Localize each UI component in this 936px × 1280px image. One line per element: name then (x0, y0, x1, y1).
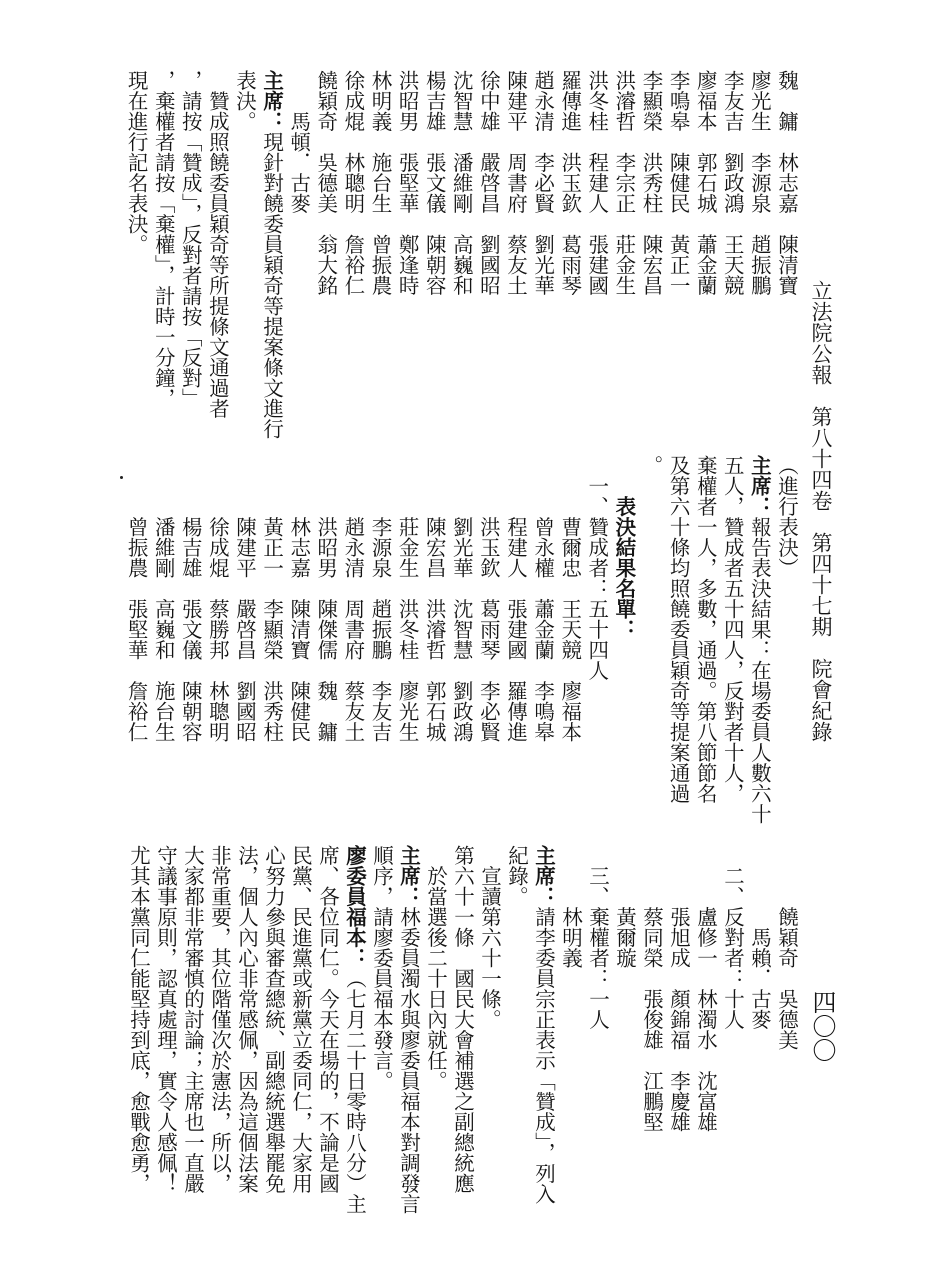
yes-names-line: 曹爾忠 王天競 廖福本 (557, 455, 582, 742)
yes-names-line: 程建人 張建國 羅傳進 (503, 455, 528, 742)
scan-speck (120, 476, 123, 479)
member-line: 洪昭男 張堅華 鄭逢時 (395, 70, 420, 296)
bottom-line: 張旭成 顏錦福 李慶雄 (666, 845, 691, 1132)
member-line: 林明義 施台生 曾振農 (368, 70, 392, 296)
yes-names-line: 洪玉欽 葛雨琴 李必賢 (476, 455, 501, 742)
page-number: 四〇〇 (808, 990, 836, 1062)
member-line: 楊吉雄 張文儀 陳朝容 (422, 70, 447, 296)
journal-header: 立法院公報 第八十四卷 第四十七期 院會紀錄 (809, 280, 833, 742)
chair-text: 報告表決結果：在場委員人數六十 (747, 516, 772, 824)
speech-line: 尤其本黨同仁能堅持到底，愈戰愈勇， (126, 845, 151, 1194)
procedure-line: 贊成照饒委員穎奇等所提條文通過者 (205, 70, 230, 419)
member-line: 沈智慧 潘維剛 高巍和 (449, 70, 474, 296)
yes-names-line: 李源泉 趙振鵬 李友吉 (368, 455, 392, 742)
member-line: 廖光生 李源泉 趙振鵬 (747, 70, 772, 296)
member-line: 廖福本 郭石城 蕭金蘭 (693, 70, 718, 296)
reading-line: 宣讀第六十一條。 (477, 845, 502, 1030)
yes-names-line: 黃正一 李顯榮 洪秀柱 (259, 455, 284, 742)
speech-line: 法，個人內心非常感佩，因為這個法案 (234, 845, 259, 1194)
chair-label: 主席： (396, 845, 421, 907)
speech-line: 大家都非常審慎的討論；主席也一直嚴 (180, 845, 205, 1194)
chair-text: 林委員濁水與廖委員福本對調發言 (396, 906, 421, 1214)
results-title: 表決結果名單： (611, 455, 636, 640)
speaker-text: （七月二十日零時八分）主 (342, 968, 367, 1214)
member-line: 趙永清 李必賢 劉光華 (530, 70, 555, 296)
yes-names-line: 徐成焜 蔡勝邦 林聰明 (205, 455, 230, 742)
yes-names-line: 楊吉雄 張文儀 陳朝容 (178, 455, 203, 742)
member-line: 羅傳進 洪玉欽 葛雨琴 (557, 70, 582, 296)
report-line: 棄權者一人，多數，通過。第八節節名 (693, 455, 718, 804)
member-line: 李顯榮 洪秀柱 陳宏昌 (639, 70, 663, 296)
report-line: 。 (639, 455, 663, 476)
article-line: 第六十一條 國民大會補選之副總統應 (450, 845, 475, 1194)
yes-names-line: 趙永清 周書府 蔡友土 (340, 455, 365, 742)
member-line: 洪濬哲 李宗正 莊金生 (611, 70, 636, 296)
speaker-label: 廖委員福本： (342, 845, 367, 968)
member-line: 魏 鏞 林志嘉 陳清寶 (774, 70, 799, 296)
yes-names-line: 曾振農 張堅華 詹裕仁 (124, 455, 149, 742)
yes-names-line: 陳宏昌 洪濬哲 郭石城 (422, 455, 447, 742)
chair-remark-cont: 表決。 (232, 70, 257, 132)
bottom-line: 林明義 (558, 845, 583, 968)
yes-names-line: 洪昭男 陳傑儒 魏 鏞 (313, 455, 338, 742)
chair-remark (533, 845, 554, 1204)
bottom-line: 蔡同榮 張俊雄 江鵬堅 (639, 845, 664, 1132)
chair-label: 主席： (747, 455, 772, 517)
member-line: 饒穎奇 吳德美 翁大銘 (313, 70, 338, 296)
chair-remark (261, 70, 282, 439)
member-line: 李鳴皋 陳健民 黃正一 (666, 70, 691, 296)
member-line: 陳建平 周書府 蔡友土 (503, 70, 528, 296)
speech-line: 民黨、民進黨或新黨立委同仁，大家用 (288, 845, 313, 1194)
bottom-line: 三、棄權者：一人 (585, 845, 610, 1030)
report-line: 五人，贊成者五十四人，反對者十人， (720, 455, 745, 804)
member-line: 李友吉 劉政鴻 王天競 (720, 70, 745, 296)
chair-remark-cont: 紀錄。 (504, 845, 529, 907)
bottom-line: 馬賴．古麥 (747, 845, 772, 1030)
member-line: 馬頓．古麥 (286, 70, 311, 214)
yes-names-line: 劉光華 沈智慧 劉政鴻 (449, 455, 474, 742)
yes-names-line: 莊金生 洪冬桂 廖光生 (395, 455, 420, 742)
speech-line: 心努力參與審查總統、副總統選舉罷免 (261, 845, 286, 1194)
chair-remark (398, 845, 419, 1214)
yes-names-line: 潘維剛 高巍和 施台生 (151, 455, 176, 742)
bottom-line: 二、反對者：十人 (720, 845, 745, 1030)
yes-heading: 一、贊成者：五十四人 (584, 455, 609, 681)
chair-report (749, 455, 770, 824)
yes-names-line: 曾永權 蕭金蘭 李鳴皋 (530, 455, 555, 742)
member-line: 徐成焜 林聰明 詹裕仁 (340, 70, 365, 296)
procedure-line: ，請按「贊成」，反對者請按「反對」 (178, 70, 203, 409)
chair-label: 主席： (259, 70, 284, 132)
report-line: 及第六十條均照饒委員穎奇等提案通過 (666, 455, 691, 804)
yes-names-line: 林志嘉 陳清寶 陳健民 (286, 455, 311, 742)
article-line: 於當選後二十日內就任。 (423, 845, 448, 1091)
bottom-line: 饒穎奇 吳德美 (774, 845, 799, 1050)
speech-line: 席、各位同仁。今天在場的，不論是國 (315, 845, 340, 1194)
vote-in-progress: （進行表決） (774, 455, 799, 578)
bottom-line: 黃爾璇 (612, 845, 637, 968)
speech-line: 守議事原則，認真處理，實令人感佩！ (153, 845, 178, 1194)
chair-label: 主席： (531, 845, 556, 907)
member-line: 徐中雄 嚴啓昌 劉國昭 (476, 70, 501, 296)
procedure-line: ，棄權者請按「棄權」，計時一分鐘， (151, 70, 176, 409)
procedure-line: 現在進行記名表決。 (124, 70, 149, 255)
yes-names-line: 陳建平 嚴啓昌 劉國昭 (232, 455, 257, 742)
chair-text: 現針對饒委員穎奇等提案條文進行 (259, 131, 284, 439)
chair-remark-cont: 順序，請廖委員福本發言。 (369, 845, 394, 1091)
speaker-line (344, 845, 365, 1214)
bottom-line: 盧修一 林濁水 沈富雄 (693, 845, 718, 1132)
speech-line: 非常重要，其位階僅次於憲法，所以， (207, 845, 232, 1194)
chair-text: 請李委員宗正表示「贊成」，列入 (531, 906, 556, 1204)
member-line: 洪冬桂 程建人 張建國 (584, 70, 609, 296)
